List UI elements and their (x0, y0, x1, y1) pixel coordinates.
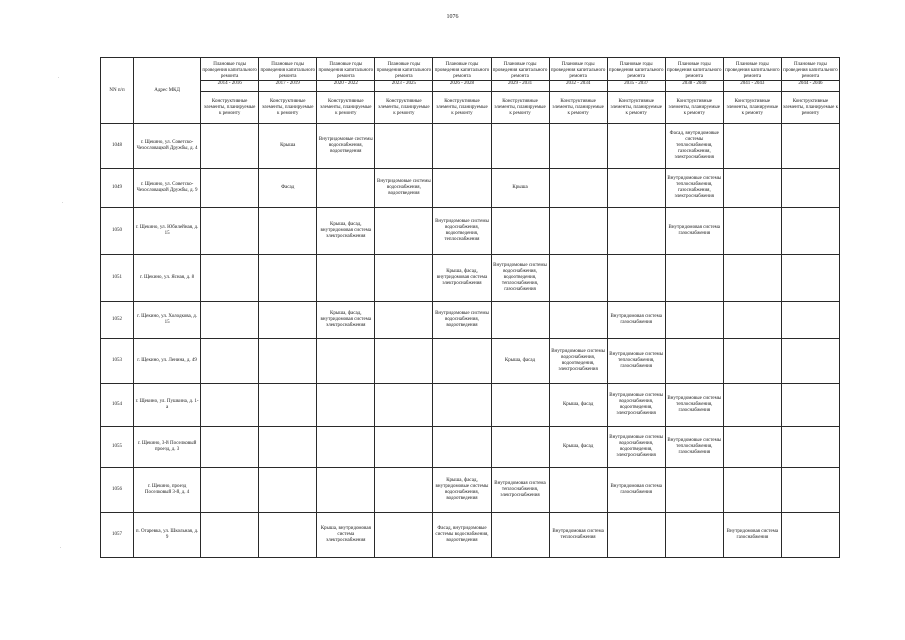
repair-elements-cell (665, 255, 723, 302)
header-period: Плановые годы проведения капитального ремонта 2023 - 2025 (375, 58, 433, 92)
repair-elements-cell (259, 208, 317, 255)
row-address: г. Щекино, проезд Поселковый 3-й, д. 4 (134, 468, 201, 513)
header-period: Плановые годы проведения капитального ремонта 2032 - 2034 (549, 58, 607, 92)
repair-elements-cell: Внутридомовые системы водоснабжения, водоотведения (317, 124, 375, 169)
repair-elements-cell: Фасад, внутридомовые системы теплоснабжения, газоснабжения, электроснабжения (665, 124, 723, 169)
repair-elements-cell (433, 339, 491, 384)
row-number: 1052 (101, 302, 134, 339)
header-period: Плановые годы проведения капитального ремонта 2020 - 2022 (317, 58, 375, 92)
header-period: Плановые годы проведения капитального ремонта 2044 - 2046 (781, 58, 839, 92)
repair-elements-cell (491, 427, 549, 468)
table-row (101, 339, 840, 384)
header-period: Плановые годы проведения капитального ремонта 2014 - 2016 (201, 58, 259, 92)
repair-elements-cell (259, 468, 317, 513)
header-period: Плановые годы проведения капитального ремонта 2029 - 2031 (491, 58, 549, 92)
repair-elements-cell (317, 427, 375, 468)
repair-elements-cell: Крыша, внутридомовая система электроснабжения (317, 513, 375, 558)
page-number: 1076 (446, 14, 459, 20)
repair-elements-cell (723, 302, 781, 339)
repair-elements-cell (491, 302, 549, 339)
header-period: Плановые годы проведения капитального ремонта 2026 - 2028 (433, 58, 491, 92)
row-address: г. Щекино, ул. Ленина, д. 49 (134, 339, 201, 384)
repair-elements-cell: Фасад, внутридомовые системы водоснабжения, водоотведения (433, 513, 491, 558)
header-period: Плановые годы проведения капитального ремонта 2038 - 2040 (665, 58, 723, 92)
repair-elements-cell (665, 513, 723, 558)
repair-elements-cell (723, 124, 781, 169)
repair-elements-cell (491, 384, 549, 427)
repair-elements-cell: Внутридомовые системы водоснабжения, водоотведения, теплоснабжения (433, 208, 491, 255)
row-number: 1057 (101, 513, 134, 558)
repair-elements-cell (723, 468, 781, 513)
repair-elements-cell (375, 468, 433, 513)
header-elements: Конструктивные элементы, планируемые к ремонту (201, 92, 259, 124)
repair-elements-cell: Внутридомовые системы водоснабжения, водоотведения, электроснабжения (607, 427, 665, 468)
repair-elements-cell: Крыша, фасад, внутридомовая система электроснабжения (317, 302, 375, 339)
header-elements: Конструктивные элементы, планируемые к ремонту (781, 92, 839, 124)
repair-elements-cell (375, 339, 433, 384)
repair-elements-cell (259, 302, 317, 339)
repair-elements-cell (201, 384, 259, 427)
repair-elements-cell (201, 339, 259, 384)
header-elements: Конструктивные элементы, планируемые к ремонту (433, 92, 491, 124)
header-num: NN п/п (101, 58, 134, 124)
margin-mark: . (60, 545, 62, 550)
row-address: г. Щекино, ул. Пушкина, д. 1-а (134, 384, 201, 427)
row-number: 1054 (101, 384, 134, 427)
row-number: 1049 (101, 169, 134, 208)
repair-elements-cell (549, 124, 607, 169)
repair-elements-cell (781, 169, 839, 208)
repair-elements-cell (317, 339, 375, 384)
row-address: г. Щекино, ул. Ясная, д. 8 (134, 255, 201, 302)
repair-elements-cell: Фасад (259, 169, 317, 208)
repair-elements-cell (781, 468, 839, 513)
repair-elements-cell (723, 339, 781, 384)
repair-elements-cell (433, 427, 491, 468)
repair-elements-cell: Внутридомовая система теплоснабжения, электроснабжения (491, 468, 549, 513)
repair-elements-cell (201, 169, 259, 208)
margin-mark: . (62, 200, 64, 205)
repair-elements-cell (375, 208, 433, 255)
table-row (101, 513, 840, 558)
repair-elements-cell (201, 468, 259, 513)
repair-elements-cell: Внутридомовые системы водоснабжения, водоотведения, электроснабжения (607, 384, 665, 427)
repair-elements-cell: Внутридомовая система теплоснабжения (549, 513, 607, 558)
repair-elements-cell (491, 208, 549, 255)
repair-elements-cell (201, 427, 259, 468)
repair-elements-cell (665, 339, 723, 384)
row-address: п. Огаревка, ул. Школьная, д. 9 (134, 513, 201, 558)
table-body (101, 124, 840, 558)
table-row (101, 468, 840, 513)
repair-elements-cell (781, 124, 839, 169)
repair-elements-cell: Внутридомовая система газоснабжения (723, 513, 781, 558)
header-elements: Конструктивные элементы, планируемые к ремонту (665, 92, 723, 124)
repair-elements-cell (665, 468, 723, 513)
repair-elements-cell: Внутридомовые системы водоснабжения, водоотведения, теплоснабжения, газоснабжения (491, 255, 549, 302)
repair-elements-cell: Крыша, фасад (549, 384, 607, 427)
repair-elements-cell (433, 384, 491, 427)
repair-elements-cell (607, 124, 665, 169)
header-elements: Конструктивные элементы, планируемые к ремонту (549, 92, 607, 124)
row-number: 1050 (101, 208, 134, 255)
repair-elements-cell (259, 427, 317, 468)
repair-elements-cell (375, 427, 433, 468)
capital-repair-table (100, 57, 840, 558)
repair-elements-cell: Крыша, фасад, внутридомовая система электроснабжения (317, 208, 375, 255)
repair-elements-cell: Внутридомовые системы теплоснабжения, газоснабжения, электроснабжения (665, 169, 723, 208)
row-address: г. Щекино, ул. Холодкова, д. 15 (134, 302, 201, 339)
repair-elements-cell: Внутридомовые системы теплоснабжения, газоснабжения (665, 384, 723, 427)
repair-elements-cell (201, 255, 259, 302)
repair-elements-cell (375, 255, 433, 302)
repair-elements-cell (781, 513, 839, 558)
table-row (101, 169, 840, 208)
row-number: 1055 (101, 427, 134, 468)
repair-elements-cell (723, 255, 781, 302)
repair-elements-cell (259, 384, 317, 427)
repair-elements-cell: Внутридомовые системы теплоснабжения, газоснабжения (665, 427, 723, 468)
repair-elements-cell (781, 384, 839, 427)
repair-elements-cell (723, 427, 781, 468)
repair-elements-cell: Внутридомовые системы водоснабжения, водоотведения (433, 302, 491, 339)
repair-elements-cell: Крыша, фасад (549, 427, 607, 468)
header-period: Плановые годы проведения капитального ремонта 2017 - 2019 (259, 58, 317, 92)
repair-elements-cell (491, 124, 549, 169)
repair-elements-cell (375, 302, 433, 339)
repair-elements-cell (201, 302, 259, 339)
row-address: г. Щекино, ул. Советско-Чехословацкой Дружбы, д. 9 (134, 169, 201, 208)
repair-elements-cell (201, 124, 259, 169)
repair-elements-cell (433, 124, 491, 169)
repair-elements-cell (723, 384, 781, 427)
repair-elements-cell: Крыша, фасад, внутридомовая система электроснабжения (433, 255, 491, 302)
repair-elements-cell: Внутридомовая система газоснабжения (665, 208, 723, 255)
table-row (101, 302, 840, 339)
repair-elements-cell: Внутридомовые системы водоснабжения, водоотведения, электроснабжения (549, 339, 607, 384)
repair-elements-cell (781, 255, 839, 302)
header-elements: Конструктивные элементы, планируемые к ремонту (375, 92, 433, 124)
repair-elements-cell (375, 124, 433, 169)
repair-elements-cell (607, 255, 665, 302)
repair-elements-cell (317, 169, 375, 208)
repair-elements-cell (375, 384, 433, 427)
header-elements: Конструктивные элементы, планируемые к ремонту (317, 92, 375, 124)
repair-elements-cell (665, 302, 723, 339)
repair-elements-cell (259, 255, 317, 302)
repair-elements-cell: Внутридомовые системы водоснабжения, водоотведения (375, 169, 433, 208)
row-number: 1051 (101, 255, 134, 302)
repair-elements-cell: Внутридомовая система газоснабжения (607, 302, 665, 339)
table-row (101, 255, 840, 302)
repair-elements-cell (723, 208, 781, 255)
repair-elements-cell (781, 208, 839, 255)
repair-elements-cell (607, 513, 665, 558)
repair-elements-cell (549, 169, 607, 208)
repair-elements-cell (491, 513, 549, 558)
table-row (101, 208, 840, 255)
repair-elements-cell (549, 302, 607, 339)
repair-elements-cell (433, 169, 491, 208)
row-address: г. Щекино, 3-й Поселковый проезд, д. 3 (134, 427, 201, 468)
header-address: Адрес МКД (134, 58, 201, 124)
margin-mark: . (58, 75, 60, 80)
header-elements: Конструктивные элементы, планируемые к ремонту (607, 92, 665, 124)
repair-elements-cell (259, 339, 317, 384)
repair-elements-cell (317, 255, 375, 302)
row-number: 1056 (101, 468, 134, 513)
row-number: 1053 (101, 339, 134, 384)
repair-elements-cell (201, 513, 259, 558)
repair-elements-cell: Крыша, фасад (491, 339, 549, 384)
repair-elements-cell (317, 468, 375, 513)
repair-elements-cell (781, 302, 839, 339)
row-number: 1048 (101, 124, 134, 169)
table-row (101, 427, 840, 468)
repair-elements-cell (607, 208, 665, 255)
repair-elements-cell: Внутридомовая система газоснабжения (607, 468, 665, 513)
header-elements: Конструктивные элементы, планируемые к ремонту (259, 92, 317, 124)
row-address: г. Щекино, ул. Советско-Чехословацкой Дружбы, д. 4 (134, 124, 201, 169)
header-elements: Конструктивные элементы, планируемые к ремонту (491, 92, 549, 124)
repair-elements-cell (201, 208, 259, 255)
repair-elements-cell (781, 339, 839, 384)
repair-elements-cell (375, 513, 433, 558)
row-address: г. Щекино, ул. Юбилейная, д. 15 (134, 208, 201, 255)
repair-elements-cell (781, 427, 839, 468)
table-row (101, 124, 840, 169)
repair-elements-cell (549, 255, 607, 302)
table-row (101, 384, 840, 427)
repair-elements-cell (549, 208, 607, 255)
repair-elements-cell (607, 169, 665, 208)
repair-elements-cell (259, 513, 317, 558)
repair-elements-cell: Крыша, фасад, внутридомовые системы водоснабжения, водоотведения (433, 468, 491, 513)
repair-elements-cell (549, 468, 607, 513)
header-elements: Конструктивные элементы, планируемые к ремонту (723, 92, 781, 124)
repair-elements-cell (723, 169, 781, 208)
repair-elements-cell (317, 384, 375, 427)
header-period: Плановые годы проведения капитального ремонта 2041 - 2043 (723, 58, 781, 92)
repair-elements-cell: Крыша (259, 124, 317, 169)
repair-elements-cell: Крыша (491, 169, 549, 208)
repair-elements-cell: Внутридомовые системы теплоснабжения, газоснабжения (607, 339, 665, 384)
header-period: Плановые годы проведения капитального ремонта 2035 - 2037 (607, 58, 665, 92)
